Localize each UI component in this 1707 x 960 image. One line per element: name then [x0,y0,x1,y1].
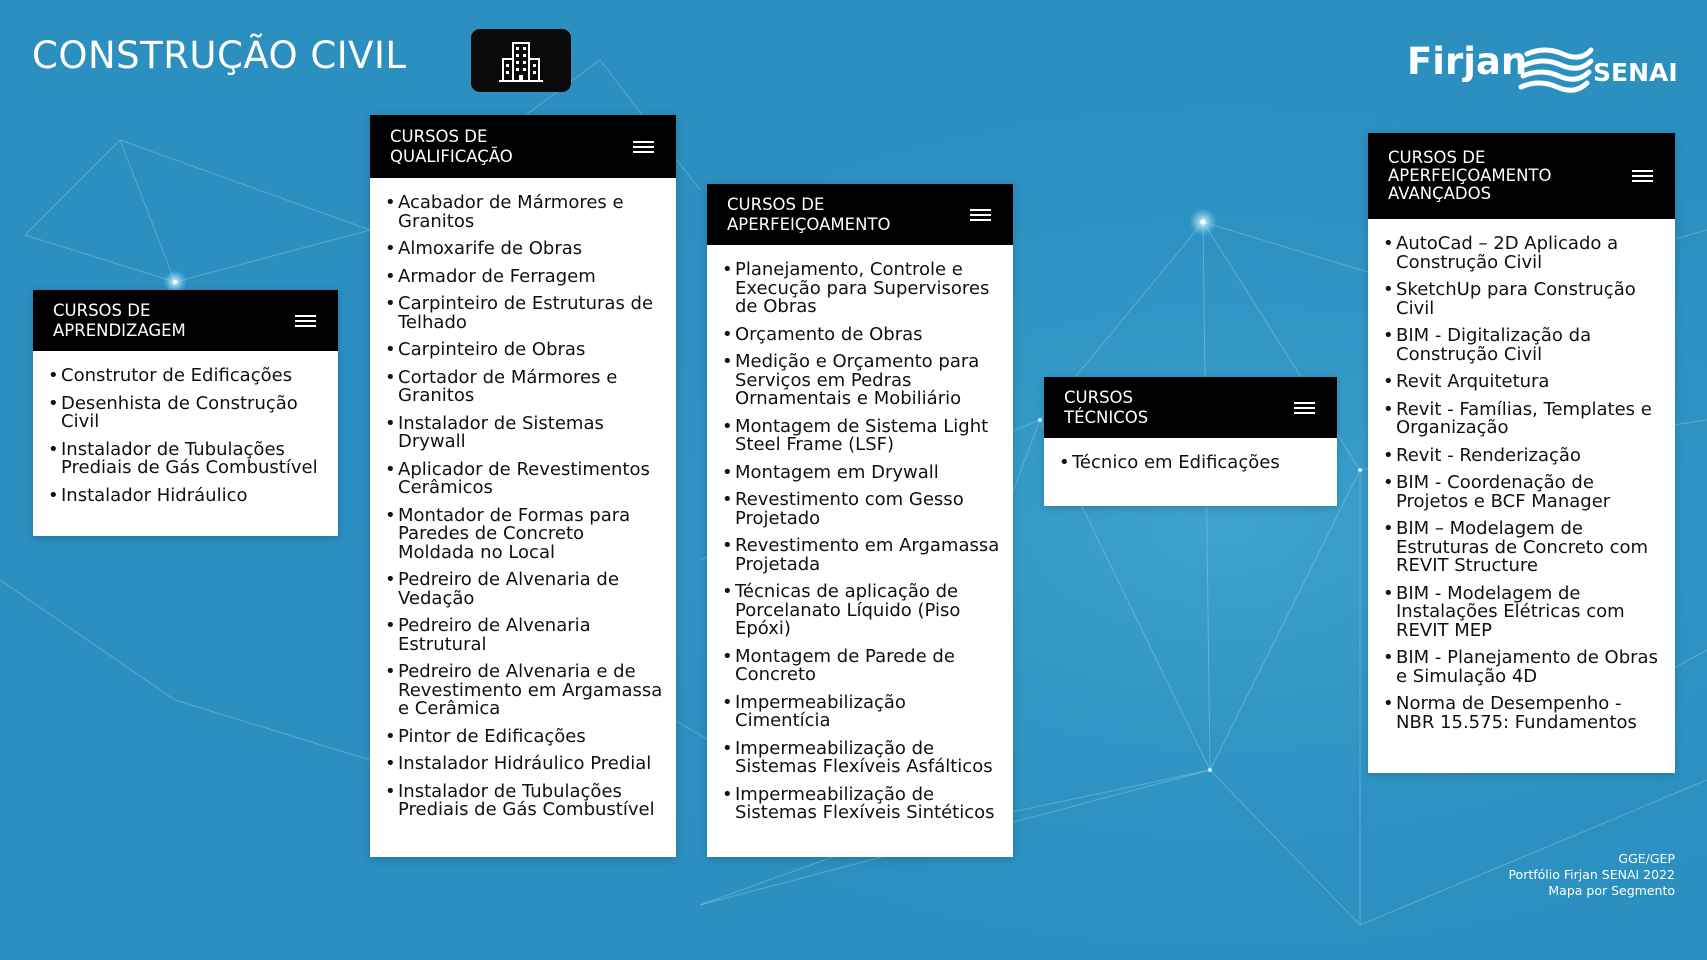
card-header-line: CURSOS DE [53,300,151,320]
course-item: • Instalador de Sistemas Drywall [385,415,664,452]
menu-icon[interactable] [970,209,991,221]
menu-icon[interactable] [633,141,654,153]
card-header-line: APERFEIÇOAMENTO [1388,166,1552,185]
card-header-line: APERFEIÇOAMENTO [727,214,891,234]
course-list [370,178,676,841]
course-item: • Medição e Orçamento para Serviços em Pedras Ornamentais e Mobiliário [722,353,1001,409]
firjan-senai-logo [1407,40,1677,101]
course-item: • Construtor de Edificações [48,367,326,386]
course-list [33,351,338,526]
menu-icon[interactable] [295,315,316,327]
course-item: • Instalador Hidráulico [48,487,326,506]
menu-icon[interactable] [1632,170,1653,182]
course-list [707,245,1013,844]
card-aprendizagem [33,290,338,536]
course-item: • Norma de Desempenho - NBR 15.575: Fundamentos [1383,695,1663,732]
course-item: • BIM - Coordenação de Projetos e BCF Manager [1383,474,1663,511]
card-header-line: APRENDIZAGEM [53,320,186,340]
course-item: • Impermeabilização de Sistemas Flexíveis Asfálticos [722,740,1001,777]
card-header-line: CURSOS DE [727,194,825,214]
course-item: • Desenhista de Construção Civil [48,395,326,432]
course-item: • SketchUp para Construção Civil [1383,281,1663,318]
course-item: • Pedreiro de Alvenaria Estrutural [385,617,664,654]
card-header [33,290,338,351]
waves-icon [1521,50,1591,90]
course-item: • Revit - Famílias, Templates e Organização [1383,401,1663,438]
card-header-line: CURSOS DE [1388,148,1486,167]
course-item: • BIM - Digitalização da Construção Civil [1383,327,1663,364]
card-header-line: TÉCNICOS [1064,407,1149,427]
course-item: • Cortador de Mármores e Granitos [385,369,664,406]
card-header-line: QUALIFICAÇÃO [390,146,513,166]
course-item: • Carpinteiro de Estruturas de Telhado [385,295,664,332]
course-item: • Técnico em Edificações [1059,454,1325,473]
course-item: • Pedreiro de Alvenaria e de Revestimento em Argamassa e Cerâmica [385,663,664,719]
logo-firjan-text: Firjan [1407,40,1528,83]
card-header [1044,377,1337,438]
card-aperfeicoamento [707,184,1013,857]
course-item: • Montador de Formas para Paredes de Concreto Moldada no Local [385,507,664,563]
course-item: • BIM – Modelagem de Estruturas de Concreto com REVIT Structure [1383,520,1663,576]
course-item: • Instalador Hidráulico Predial [385,755,664,774]
course-item: • Orçamento de Obras [722,326,1001,345]
page-title: CONSTRUÇÃO CIVIL [32,34,407,77]
footer-credits [1508,851,1675,899]
card-tecnicos [1044,377,1337,506]
course-list [1368,219,1675,753]
course-item: • Pedreiro de Alvenaria de Vedação [385,571,664,608]
footer-line: Mapa por Segmento [1548,883,1675,898]
footer-line: Portfólio Firjan SENAI 2022 [1508,867,1675,882]
course-item: • Revestimento com Gesso Projetado [722,491,1001,528]
course-item: • Montagem em Drywall [722,464,1001,483]
card-header-line: CURSOS DE [390,126,488,146]
course-item: • Planejamento, Controle e Execução para Supervisores de Obras [722,261,1001,317]
course-item: • Revit Arquitetura [1383,373,1663,392]
course-item: • Montagem de Sistema Light Steel Frame (LSF) [722,418,1001,455]
logo-senai-text: SENAI [1593,58,1677,87]
course-item: • BIM - Modelagem de Instalações Elétricas com REVIT MEP [1383,585,1663,641]
course-item: • Revestimento em Argamassa Projetada [722,537,1001,574]
menu-icon[interactable] [1294,402,1315,414]
card-aperfeicoamento-avancados [1368,133,1675,773]
footer-line: GGE/GEP [1618,851,1675,866]
card-header-line: AVANÇADOS [1388,184,1492,203]
card-qualificacao [370,115,676,857]
course-item: • Impermeabilização de Sistemas Flexíveis Sintéticos [722,786,1001,823]
course-item: • Técnicas de aplicação de Porcelanato Líquido (Piso Epóxi) [722,583,1001,639]
course-item: • AutoCad – 2D Aplicado a Construção Civil [1383,235,1663,272]
course-item: • Armador de Ferragem [385,268,664,287]
card-header [1368,133,1675,219]
course-list [1044,438,1337,494]
course-item: • Revit - Renderização [1383,447,1663,466]
course-item: • Aplicador de Revestimentos Cerâmicos [385,461,664,498]
course-item: • Pintor de Edificações [385,728,664,747]
card-header [370,115,676,178]
building-icon-box [471,29,571,92]
course-item: • BIM - Planejamento de Obras e Simulação 4D [1383,649,1663,686]
course-item: • Carpinteiro de Obras [385,341,664,360]
card-header [707,184,1013,245]
card-header-line: CURSOS [1064,387,1133,407]
course-item: • Almoxarife de Obras [385,240,664,259]
building-icon [497,37,545,85]
course-item: • Acabador de Mármores e Granitos [385,194,664,231]
course-item: • Montagem de Parede de Concreto [722,648,1001,685]
course-item: • Instalador de Tubulações Prediais de Gás Combustível [48,441,326,478]
course-item: • Instalador de Tubulações Prediais de Gás Combustível [385,783,664,820]
course-item: • Impermeabilização Cimentícia [722,694,1001,731]
